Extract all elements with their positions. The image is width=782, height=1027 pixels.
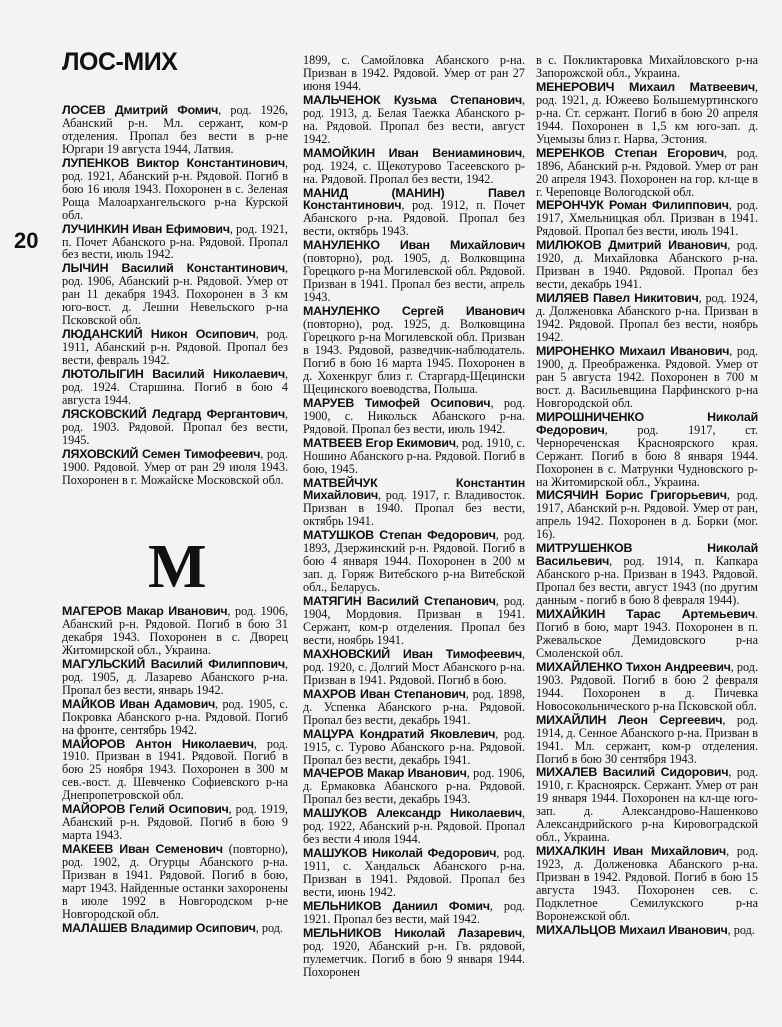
entry-name: МАЦУРА Кондратий Яковлевич	[303, 726, 496, 741]
entry-text: (повторно), род. 1925, д. Волковщина Горецкого р-на Могилевской обл. Призван в 1943. Рядовой, разведчик-наблюдатель. Погиб в бою 16 марта 1945. Похоронен в д. Хохенкруг близ г. Старгард-Щецински Щецинского воеводства, Польша.	[303, 317, 525, 396]
entry-name: МИЛЮКОВ Дмитрий Иванович	[536, 238, 728, 253]
entry-name: МАГЕРОВ Макар Иванович	[62, 604, 228, 618]
entry	[303, 305, 525, 396]
entry	[303, 648, 525, 687]
entry-name: ЛЮТОЛЫГИН Василий Николаевич	[62, 367, 285, 382]
column-1-top	[62, 104, 288, 488]
entry-text: в с. Покликтаровка Михайловского р-на Запорожской обл., Украина.	[536, 53, 758, 80]
entry-text: , род. 1911, с. Хандальск Абанского р-на. Призван в 1941. Рядовой. Пропал без вести, июнь 1942.	[303, 846, 525, 900]
entry-name: МИХАЛЕВ Василий Сидорович	[536, 765, 729, 780]
entry-text: , род.	[727, 922, 755, 937]
entry-name: МЕЛЬНИКОВ Даниил Фомич	[303, 899, 490, 913]
entry-name: МЕРОНЧУК Роман Филиппович	[536, 198, 729, 213]
entry-name: МАНУЛЕНКО Сергей Иванович	[303, 304, 525, 319]
entry-name: МАНУЛЕНКО Иван Михайлович	[303, 238, 525, 253]
entry	[536, 661, 758, 713]
entry	[62, 922, 288, 935]
entry	[303, 54, 525, 93]
entry-text: . Погиб в бою, март 1943. Похоронен в п. Ржевальское Демидовского р-на Смоленской обл.	[536, 607, 758, 660]
entry	[62, 605, 288, 657]
entry-text: , род. 1920, д. Михайловка Абанского р-на. Призван в 1940. Рядовой. Пропал без вести, декабрь 1941.	[536, 238, 758, 292]
entry-text: , род. 1919, Абанский р-н. Рядовой. Погиб в бою 9 марта 1943.	[62, 802, 288, 843]
entry-text: , род. 1924. Старшина. Погиб в бою 4 августа 1944.	[62, 367, 288, 407]
entry-name: ЛОСЕВ Дмитрий Фомич	[62, 103, 219, 117]
entry-name: ЛЯХОВСКИЙ Семен Тимофеевич	[62, 446, 261, 461]
entry	[303, 397, 525, 436]
entry	[303, 437, 525, 476]
entry	[303, 595, 525, 647]
entry-text: , род. 1913, д. Белая Таежка Абанского р-на. Рядовой. Пропал без вести, август 1942.	[303, 92, 525, 146]
entry-name: МАЧЕРОВ Макар Иванович	[303, 766, 467, 781]
entry-name: МАТВЕЙЧУК Константин Михайлович	[303, 475, 525, 503]
page-number: 20	[14, 228, 39, 253]
entry-name: ЛЫЧИН Василий Константинович	[62, 261, 285, 276]
entry-text: , род. 1906, Абанский р-н. Рядовой. Умер от ран 11 декабря 1943. Похоронен в 3 км юго-вост. д. Лешни Невельского р-на Псковской обл.	[62, 261, 288, 328]
entry-text: , род. 1905, д. Лазарево Абанского р-на. Пропал без вести, январь 1942.	[62, 656, 288, 697]
entry-text: , род. 1924, с. Щекотурово Тасеевского р-на. Рядовой. Пропал без вести, 1942.	[303, 145, 525, 186]
entry	[303, 688, 525, 727]
entry-text: , род. 1900, д. Преображенка. Рядовой. Умер от ран 5 августа 1942. Похоронен в 700 м вост. д. Васильевщина Парфинского р-на Новгородской обл.	[536, 343, 758, 410]
entry-name: ЛЯСКОВСКИЙ Ледгард Фергантович	[62, 406, 285, 421]
entry-name: МАЙОРОВ Антон Николаевич	[62, 736, 254, 751]
entry-name: МИРОШНИЧЕНКО Николай Федорович	[536, 409, 758, 437]
column-3	[536, 54, 758, 938]
entry-name: МИТРУШЕНКОВ Николай Васильевич	[536, 541, 758, 569]
entry-name: МАХРОВ Иван Степанович	[303, 686, 466, 701]
entry-name: МЕРЕНКОВ Степан Егорович	[536, 145, 725, 160]
entry-name: МАЛАШЕВ Владимир Осипович	[62, 920, 256, 935]
entry-name: МИЛЯЕВ Павел Никитович	[536, 291, 699, 306]
entry	[536, 81, 758, 146]
entry	[536, 608, 758, 660]
entry	[303, 767, 525, 806]
entry-text: , род. 1917, ст. Чернореченская Красноярского края. Сержант. Погиб в бою 8 января 1944. Похоронен в с. Матрунки Чудновского р-на Житомирской обл., Украина.	[536, 422, 758, 489]
page-header: ЛОС-МИХ	[62, 48, 178, 76]
entry	[303, 239, 525, 304]
entry	[62, 157, 288, 222]
entry-name: МАНИД (МАНИН) Павел Константинович	[303, 185, 525, 213]
entry	[62, 104, 288, 156]
entry-name: МАГУЛЬСКИЙ Василий Филиппович	[62, 656, 285, 671]
entry	[303, 94, 525, 146]
entry-name: МАКЕЕВ Иван Семенович	[62, 842, 223, 857]
entry	[536, 845, 758, 923]
entry	[303, 147, 525, 186]
entry	[62, 738, 288, 803]
entry-text: , род. 1900, с. Никольск Абанского р-на. Рядовой. Пропал без вести, июль 1942.	[303, 395, 525, 436]
entry	[536, 714, 758, 766]
entry-text: 1899, с. Самойловка Абанского р-на. Призван в 1942. Рядовой. Умер от ран 27 июня 1944.	[303, 53, 525, 93]
entry-text: , род. 1911, Абанский р-н. Рядовой. Пропал без вести, февраль 1942.	[62, 327, 288, 368]
entry-name: МАРУЕВ Тимофей Осипович	[303, 395, 491, 410]
entry-name: МИХАЙКИН Тарас Артемьевич	[536, 607, 755, 622]
entry-name: МИХАЙЛИН Леон Сергеевич	[536, 712, 723, 727]
entry-text: , род. 1893, Дзержинский р-н. Рядовой. Погиб в бою 4 января 1944. Похоронен в 200 м зап. д. Горяж Витебского р-на Витебской обл., Беларусь.	[303, 528, 525, 595]
column-1-bottom	[62, 605, 288, 936]
entry-name: МАЙКОВ Иван Адамович	[62, 696, 216, 711]
entry-name: МИХАЛЬЦОВ Михаил Иванович	[536, 922, 728, 937]
entry-text: , род. 1910, с. Ношино Абанского р-на. Рядовой. Погиб в бою, 1945.	[303, 435, 525, 476]
entry-name: МАМОЙКИН Иван Вениаминович	[303, 145, 522, 160]
entry-name: МИСЯЧИН Борис Григорьевич	[536, 488, 727, 503]
entry-text: , род. 1914, д. Сенное Абанского р-на. Призван в 1941. Мл. сержант, ком-р отделения. Погиб в бою 30 сентября 1943.	[536, 712, 758, 766]
entry	[303, 927, 525, 979]
entry-text: , род. 1920, с. Долгий Мост Абанского р-на. Призван в 1941. Рядовой. Погиб в бою.	[303, 646, 525, 687]
entry-text: , род. 1922, Абанский р-н. Рядовой. Пропал без вести 4 июля 1944.	[303, 806, 525, 847]
entry-text: , род. 1921, п. Почет Абанского р-на. Рядовой. Пропал без вести, июль 1942.	[62, 221, 288, 262]
entry-text: , род. 1926, Абанский р-н. Мл. сержант, ком-р отделения. Пропал без вести в р-не Юргари 19 августа 1944, Латвия.	[62, 103, 288, 156]
entry	[62, 262, 288, 327]
entry	[62, 368, 288, 407]
entry	[536, 292, 758, 344]
entry-name: МЕНЕРОВИЧ Михаил Матвеевич	[536, 79, 755, 94]
entry	[62, 328, 288, 367]
entry	[536, 54, 758, 80]
column-2	[303, 54, 525, 980]
entry-text: , род. 1905, с. Покровка Абанского р-на. Рядовой. Погиб на фронте, сентябрь 1942.	[62, 696, 288, 737]
entry	[62, 223, 288, 262]
entry-text: , род. 1903. Рядовой. Пропал без вести, 1945.	[62, 406, 288, 447]
entry-name: МИХАЙЛЕНКО Тихон Андреевич	[536, 659, 731, 674]
entry-name: МАТУШКОВ Степан Федорович	[303, 528, 496, 543]
entry	[303, 900, 525, 926]
entry-text: , род. 1910, г. Красноярск. Сержант. Умер от ран 19 января 1944. Похоронен на кл-ще юго-зап. д. Александрово-Нашенково Александрийского р-на Кировоградской обл., Украина.	[536, 765, 758, 845]
entry	[536, 489, 758, 541]
entry-text: , род. 1917, Абанский р-н. Рядовой. Умер от ран, апрель 1942. Похоронен в д. Борки (мог. 16).	[536, 488, 758, 542]
entry	[303, 529, 525, 594]
entry-name: ЛЮДАНСКИЙ Никон Осипович	[62, 327, 256, 342]
entry	[303, 477, 525, 529]
entry	[536, 199, 758, 238]
entry-text: , род. 1923, д. Долженовка Абанского р-на. Призван в 1942. Рядовой. Погиб в бою 15 августа 1943. Похоронен сев. с. Подклетное Семилукского р-на Воронежской обл.	[536, 844, 758, 923]
entry-name: МАЛЬЧЕНОК Кузьма Степанович	[303, 92, 522, 107]
entry	[536, 239, 758, 291]
entry-text: (повторно), род. 1905, д. Волковщина Горецкого р-на Могилевской обл. Рядовой. Призван в 1941. Пропал без вести, апрель 1943.	[303, 251, 525, 305]
entry	[536, 542, 758, 607]
entry-text: , род. 1921, д. Южеево Большемуртинского р-на. Ст. сержант. Погиб в бою 20 апреля 1944. Похоронен в 1,5 км юго-зап. д. Уцемызы близ г. Нарва, Эстония.	[536, 79, 758, 146]
entry-name: МАТЯГИН Василий Степанович	[303, 594, 496, 609]
entry-name: МИРОНЕНКО Михаил Иванович	[536, 343, 730, 358]
entry-text: , род. 1915, с. Турово Абанского р-на. Рядовой. Пропал без вести, декабрь 1941.	[303, 726, 525, 767]
entry-text: , род. 1912, п. Почет Абанского р-на. Рядовой. Пропал без вести, октябрь 1943.	[303, 198, 525, 239]
entry-text: , род. 1906, д. Ермаковка Абанского р-на. Рядовой. Пропал без вести, декабрь 1943.	[303, 766, 525, 807]
entry-text: , род. 1900. Рядовой. Умер от ран 29 июля 1943. Похоронен в г. Можайске Московской обл.	[62, 446, 288, 487]
entry	[303, 847, 525, 899]
entry	[62, 658, 288, 697]
entry	[536, 924, 758, 937]
entry-text: , род. 1917, Хмельницкая обл. Призван в 1941. Рядовой. Пропал без вести, июль 1941.	[536, 198, 758, 239]
entry-text: , род. 1910. Призван в 1941. Рядовой. Погиб в бою 25 ноября 1943. Похоронен в 300 м сев.-вост. д. Шевченко Софиевского р-на Днепропетровской обл.	[62, 736, 289, 803]
entry	[62, 843, 288, 921]
entry-name: МАХНОВСКИЙ Иван Тимофеевич	[303, 646, 522, 661]
entry-text: , род. 1921, Абанский р-н. Рядовой. Погиб в бою 16 июля 1943. Похоронен в с. Зеленая Роща Малоархангельского р-на Курской обл.	[62, 155, 288, 222]
entry	[536, 147, 758, 199]
entry	[62, 408, 288, 447]
entry	[62, 698, 288, 737]
entry-text: , род. 1920, Абанский р-н. Гв. рядовой, пулеметчик. Погиб в бою 9 января 1944. Похоронен	[303, 925, 525, 979]
entry-name: ЛУЧИНКИН Иван Ефимович	[62, 221, 230, 236]
entry	[303, 807, 525, 846]
entry-text: , род. 1906, Абанский р-н. Рядовой. Погиб в бою 31 декабря 1943. Похоронен в с. Дворец Житомирской обл., Украина.	[62, 604, 288, 657]
entry	[536, 411, 758, 489]
entry-text: , род. 1921. Пропал без вести, май 1942.	[303, 899, 525, 926]
entry-name: МАТВЕЕВ Егор Екимович	[303, 435, 456, 450]
entry-text: , род. 1924, д. Долженовка Абанского р-на. Призван в 1942. Рядовой. Пропал без вести, ноябрь 1942.	[536, 291, 758, 345]
entry	[536, 345, 758, 410]
entry-text: , род. 1904, Мордовия. Призван в 1941. Сержант, ком-р отделения. Пропал без вести, ноябрь 1941.	[303, 594, 525, 647]
entry-name: МАШУКОВ Александр Николаевич	[303, 806, 522, 821]
entry-text: , род. 1896, Абанский р-н. Рядовой. Умер от ран 20 апреля 1943. Похоронен на гор. кл-ще в г. Череповце Вологодской обл.	[536, 145, 758, 199]
entry	[62, 803, 288, 842]
entry-text: , род. 1914, п. Капкара Абанского р-на. Призван в 1943. Рядовой. Пропал без вести, август 1943 (по другим данным - погиб в бою 8 февраля 1944).	[536, 554, 758, 608]
entry-text: , род. 1917, г. Владивосток. Призван в 1940. Пропал без вести, октябрь 1941.	[303, 488, 525, 529]
entry-name: ЛУПЕНКОВ Виктор Константинович	[62, 155, 285, 170]
entry-text: , род.	[255, 920, 283, 935]
section-letter: М	[148, 533, 207, 601]
entry-text: , род. 1898, д. Успенка Абанского р-на. Рядовой. Пропал без вести, декабрь 1941.	[303, 686, 525, 727]
entry	[536, 766, 758, 844]
entry	[303, 187, 525, 239]
entry-name: МАШУКОВ Николай Федорович	[303, 846, 497, 861]
entry	[62, 448, 288, 487]
entry-text: (повторно), род. 1902, д. Огурцы Абанского р-на. Призван в 1941. Рядовой. Погиб в бою, март 1943. Найденные останки захоронены в июле 1992 в Новгородском р-не Новгородской обл.	[62, 842, 288, 921]
entry-name: МЕЛЬНИКОВ Николай Лазаревич	[303, 925, 522, 940]
entry-name: МИХАЛКИН Иван Михайлович	[536, 844, 727, 859]
entry-name: МАЙОРОВ Гелий Осипович	[62, 802, 229, 817]
entry-text: , род. 1903. Рядовой. Погиб в бою 2 февраля 1944. Похоронен в д. Пичевка Новосокольнического р-на Псковской обл.	[536, 659, 758, 713]
entry	[303, 728, 525, 767]
